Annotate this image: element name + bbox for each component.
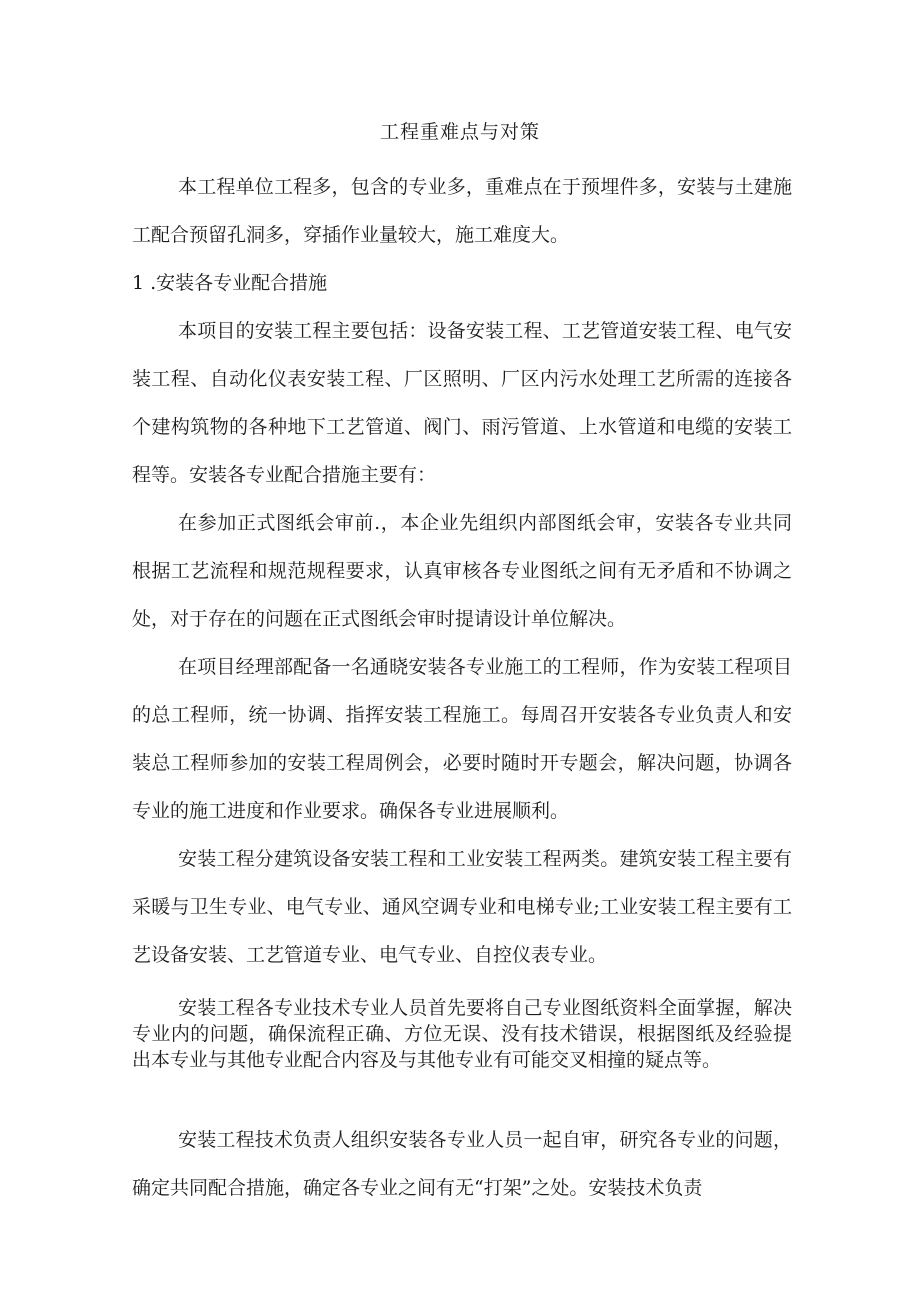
paragraph-categories: 安装工程分建筑设备安装工程和工业安装工程两类。建筑安装工程主要有采暖与卫生专业、电气专业、通风空调专业和电梯专业;工业安装工程主要有工艺设备安装、工艺管道专业、电气专业、自控仪表专业。: [132, 848, 792, 966]
paragraph-technical-staff: 安装工程各专业技术专业人员首先要将自己专业图纸资料全面掌握，解决专业内的问题，确保流程正确、方位无误、没有技术错误，根据图纸及经验提出本专业与其他专业配合内容及与其他专业有可能交叉相撞的疑点等。: [132, 997, 792, 1071]
intro-paragraph: 本工程单位工程多，包含的专业多，重难点在于预埋件多，安装与土建施工配合预留孔洞多，穿插作业量较大，施工难度大。: [132, 176, 792, 246]
section-heading: 1 .安装各专业配合措施: [132, 272, 328, 294]
paragraph-scope: 本项目的安装工程主要包括：设备安装工程、工艺管道安装工程、电气安装工程、自动化仪表安装工程、厂区照明、厂区内污水处理工艺所需的连接各个建构筑物的各种地下工艺管道、阀门、雨污管道、上水管道和电缆的安装工程等。安装各专业配合措施主要有：: [132, 320, 792, 486]
paragraph-chief-engineer: 在项目经理部配备一名通晓安装各专业施工的工程师，作为安装工程项目的总工程师，统一协调、指挥安装工程施工。每周召开安装各专业负责人和安装总工程师参加的安装工程周例会，必要时随时开专题会，解决问题，协调各专业的施工进度和作业要求。确保各专业进展顺利。: [132, 656, 792, 822]
paragraph-drawing-review: 在参加正式图纸会审前.，本企业先组织内部图纸会审，安装各专业共同根据工艺流程和规范规程要求，认真审核各专业图纸之间有无矛盾和不协调之处，对于存在的问题在正式图纸会审时提请设计单位解决。: [132, 512, 792, 630]
paragraph-self-review: 安装工程技术负责人组织安装各专业人员一起自审，研究各专业的问题，确定共同配合措施，确定各专业之间有无“打架”之处。安装技术负责: [132, 1129, 792, 1199]
document-title: 工程重难点与对策: [379, 121, 540, 143]
